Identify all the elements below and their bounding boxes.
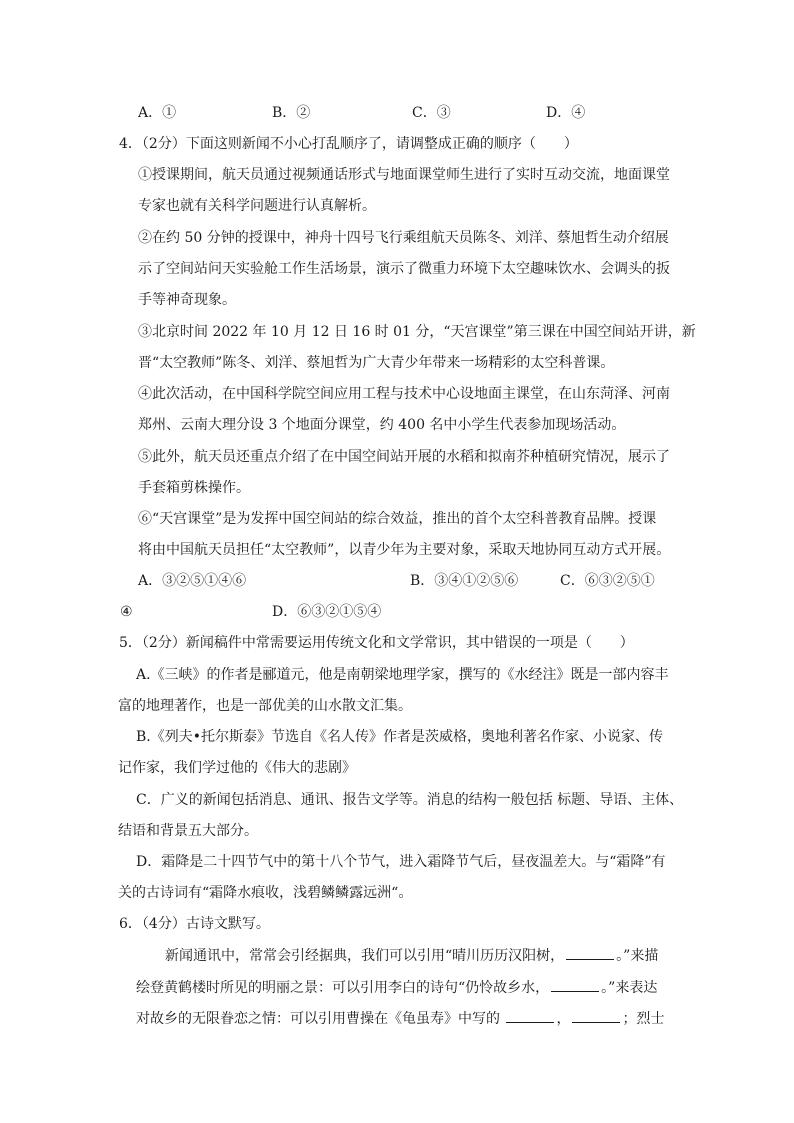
- q4-line-13: 将由中国航天员担任“太空教师”，以青少年为主要对象，采取天地协同互动方式开展。: [138, 542, 671, 558]
- q4-line-4: 示了空间站问天实验舱工作生活场景，演示了微重力环境下太空趣味饮水、会调头的扳: [138, 261, 670, 277]
- q5-line-1: A.《三峡》的作者是郦道元，他是南朝梁地理学家，撰写的《水经注》既是一部内容丰: [136, 667, 669, 683]
- q4-line-6: ③北京时间 2022 年 10 月 12 日 16 时 01 分，“天宫课堂”第三课在中国空间站开讲，新: [138, 324, 696, 340]
- q3-option-c: C．③: [412, 105, 451, 121]
- q4-line-11: 手套箱剪株操作。: [138, 480, 250, 496]
- q4-line-10: ⑤此外，航天员还重点介绍了在中国空间站开展的水稻和拟南芥种植研究情况，展示了: [138, 449, 670, 465]
- q4-line-7: 晋“太空教师”陈冬、刘洋、蔡旭哲为广大青少年带来一场精彩的太空科普课。: [138, 355, 615, 371]
- q5-line-8: 关的古诗词有“霜降水痕收，浅碧鳞鳞露远洲“。: [118, 885, 413, 901]
- q4-option-d: D．⑥③②①⑤④: [272, 604, 382, 620]
- answer-blank[interactable]: [506, 1008, 554, 1023]
- q5-line-6: 结语和背景五大部分。: [118, 823, 258, 839]
- q6-line-2: [136, 977, 657, 998]
- q6-line-1-text: 新闻通讯中，常常会引经据典，我们可以引用“晴川历历汉阳树，: [165, 948, 565, 964]
- q5-line-7: D．霜降是二十四节气中的第十八个节气，进入霜降节气后，昼夜温差大。与“霜降”有: [136, 854, 666, 870]
- answer-blank[interactable]: [572, 1008, 620, 1023]
- q4-line-3: ②在约 50 分钟的授课中，神舟十四号飞行乘组航天员陈冬、刘洋、蔡旭哲生动介绍展: [138, 230, 669, 246]
- q6-line-3-comma: ，: [556, 1011, 571, 1027]
- q5-line-2: 富的地理著作，也是一部优美的山水散文汇集。: [118, 698, 412, 714]
- q6-line-3: [136, 1008, 664, 1029]
- q4-line-8: ④此次活动，在中国科学院空间应用工程与技术中心设地面主课堂，在山东菏泽、河南: [138, 386, 670, 402]
- q6-line-2-text: 绘登黄鹤楼时所见的明丽之景：可以引用李白的诗句“仍怜故乡水，: [136, 980, 550, 996]
- q4-option-c: C．⑥③②⑤①: [560, 573, 655, 589]
- q4-line-2: 专家也就有关科学问题进行认真解析。: [138, 198, 376, 214]
- q5-line-4: 记作家，我们学过他的《伟大的悲剧》: [118, 760, 356, 776]
- q6-line-3-tail: ；烈士: [622, 1011, 665, 1027]
- answer-blank[interactable]: [566, 945, 614, 960]
- q4-stem: 4．（2分）下面这则新闻不小心打乱顺序了，请调整成正确的顺序（ ）: [119, 136, 578, 152]
- q6-line-2-tail: 。”来表达: [601, 980, 658, 996]
- q5-line-5: C．广义的新闻包括消息、通讯、报告文学等。消息的结构一般包括 标题、导语、主体、: [136, 792, 684, 808]
- q6-line-1-tail: 。”来描: [616, 948, 659, 964]
- answer-blank[interactable]: [551, 977, 599, 992]
- q6-line-3-text: 对故乡的无限眷恋之情：可以引用曹操在《龟虽寿》中写的: [136, 1011, 500, 1027]
- q5-line-3: B.《列夫•托尔斯泰》节选自《名人传》作者是茨威格，奥地利著名作家、小说家、传: [136, 729, 663, 745]
- q4-line-1: ①授课期间，航天员通过视频通话形式与地面课堂师生进行了实时互动交流，地面课堂: [138, 167, 670, 183]
- q4-line-12: ⑥“天宫课堂”是为发挥中国空间站的综合效益，推出的首个太空科普教育品牌。授课: [138, 511, 657, 527]
- q3-option-a: A．①: [138, 105, 177, 121]
- q4-option-c-continued: ④: [120, 604, 133, 620]
- q4-line-9: 郑州、云南大理分设 3 个地面分课堂，约 400 名中小学生代表参加现场活动。: [138, 417, 626, 433]
- q4-option-b: B．③④①②⑤⑥: [410, 573, 519, 589]
- q4-line-5: 手等神奇现象。: [138, 292, 236, 308]
- q3-option-b: B．②: [272, 105, 311, 121]
- q6-stem: 6．（4分）古诗文默写。: [119, 916, 270, 932]
- q3-option-d: D．④: [546, 105, 586, 121]
- q6-line-1: [165, 945, 658, 966]
- q5-stem: 5．（2分）新闻稿件中常需要运用传统文化和文学常识，其中错误的一项是（ ）: [119, 635, 634, 651]
- q4-option-a: A．③②⑤①④⑥: [138, 573, 247, 589]
